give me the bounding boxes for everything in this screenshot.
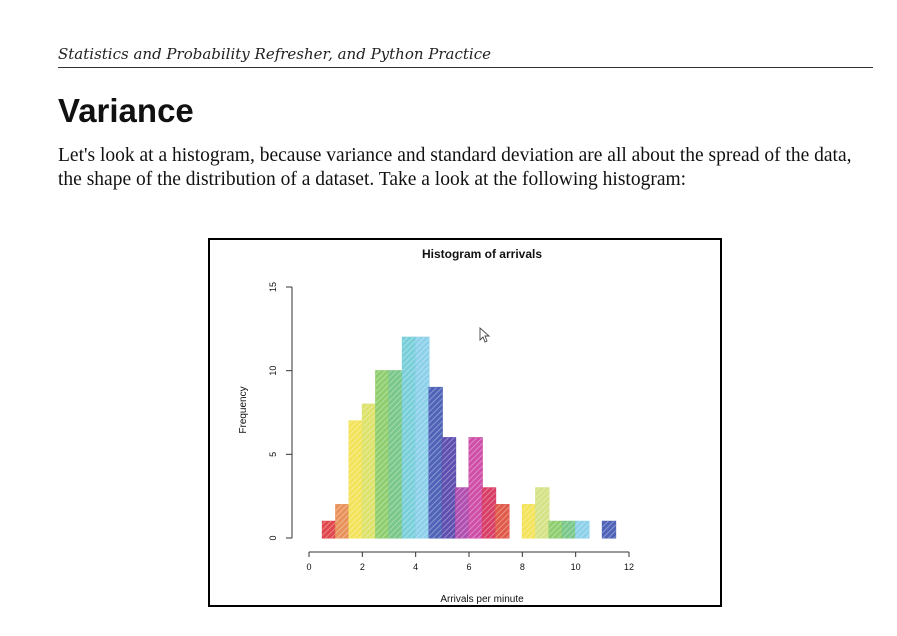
histogram-bar [562, 521, 575, 538]
histogram-bar [482, 488, 495, 538]
histogram-bar [416, 337, 429, 538]
section-title: Variance [58, 92, 194, 129]
y-axis-label: Frequency [238, 386, 249, 434]
x-tick-label: 4 [413, 562, 419, 572]
histogram-bar [376, 371, 389, 538]
chart-title: Histogram of arrivals [421, 247, 543, 261]
x-tick-label: 2 [359, 562, 365, 572]
histogram-bar [496, 505, 509, 538]
histogram-bars [322, 337, 615, 538]
x-tick-label: 12 [623, 562, 635, 572]
y-tick-label: 15 [268, 281, 278, 293]
histogram-bar [602, 521, 615, 538]
x-tick-label: 0 [306, 562, 312, 572]
x-tick-label: 6 [466, 562, 472, 572]
cursor-icon [480, 328, 489, 342]
y-tick-label: 10 [268, 365, 278, 376]
histogram-bar [362, 404, 375, 538]
histogram-bar [536, 488, 549, 538]
histogram-bar [456, 488, 469, 538]
y-tick-label: 0 [268, 535, 278, 541]
histogram-chart [210, 240, 720, 605]
histogram-bar [549, 521, 562, 538]
histogram-bar [336, 505, 349, 538]
histogram-bar [402, 337, 415, 538]
histogram-bar [322, 521, 335, 538]
running-header: Statistics and Probability Refresher, and Python Practice [58, 45, 492, 63]
x-axis [306, 552, 634, 572]
header-rule [58, 67, 873, 68]
histogram-bar [442, 438, 455, 538]
histogram-bar [576, 521, 589, 538]
histogram-bar [522, 505, 535, 538]
y-tick-label: 5 [268, 451, 278, 457]
histogram-bar [349, 421, 362, 538]
histogram-bar [429, 387, 442, 538]
body-paragraph: Let's look at a histogram, because variance and standard deviation are all about the spread of the data, the shape of the distribution of a dataset. Take a look at the following histogram: [58, 145, 852, 190]
histogram-bar [469, 438, 482, 538]
histogram-figure [208, 238, 722, 607]
y-axis [268, 282, 292, 541]
x-axis-label: Arrivals per minute [440, 594, 524, 605]
histogram-bar [389, 371, 402, 538]
x-tick-label: 10 [570, 562, 581, 572]
x-tick-label: 8 [519, 562, 525, 572]
